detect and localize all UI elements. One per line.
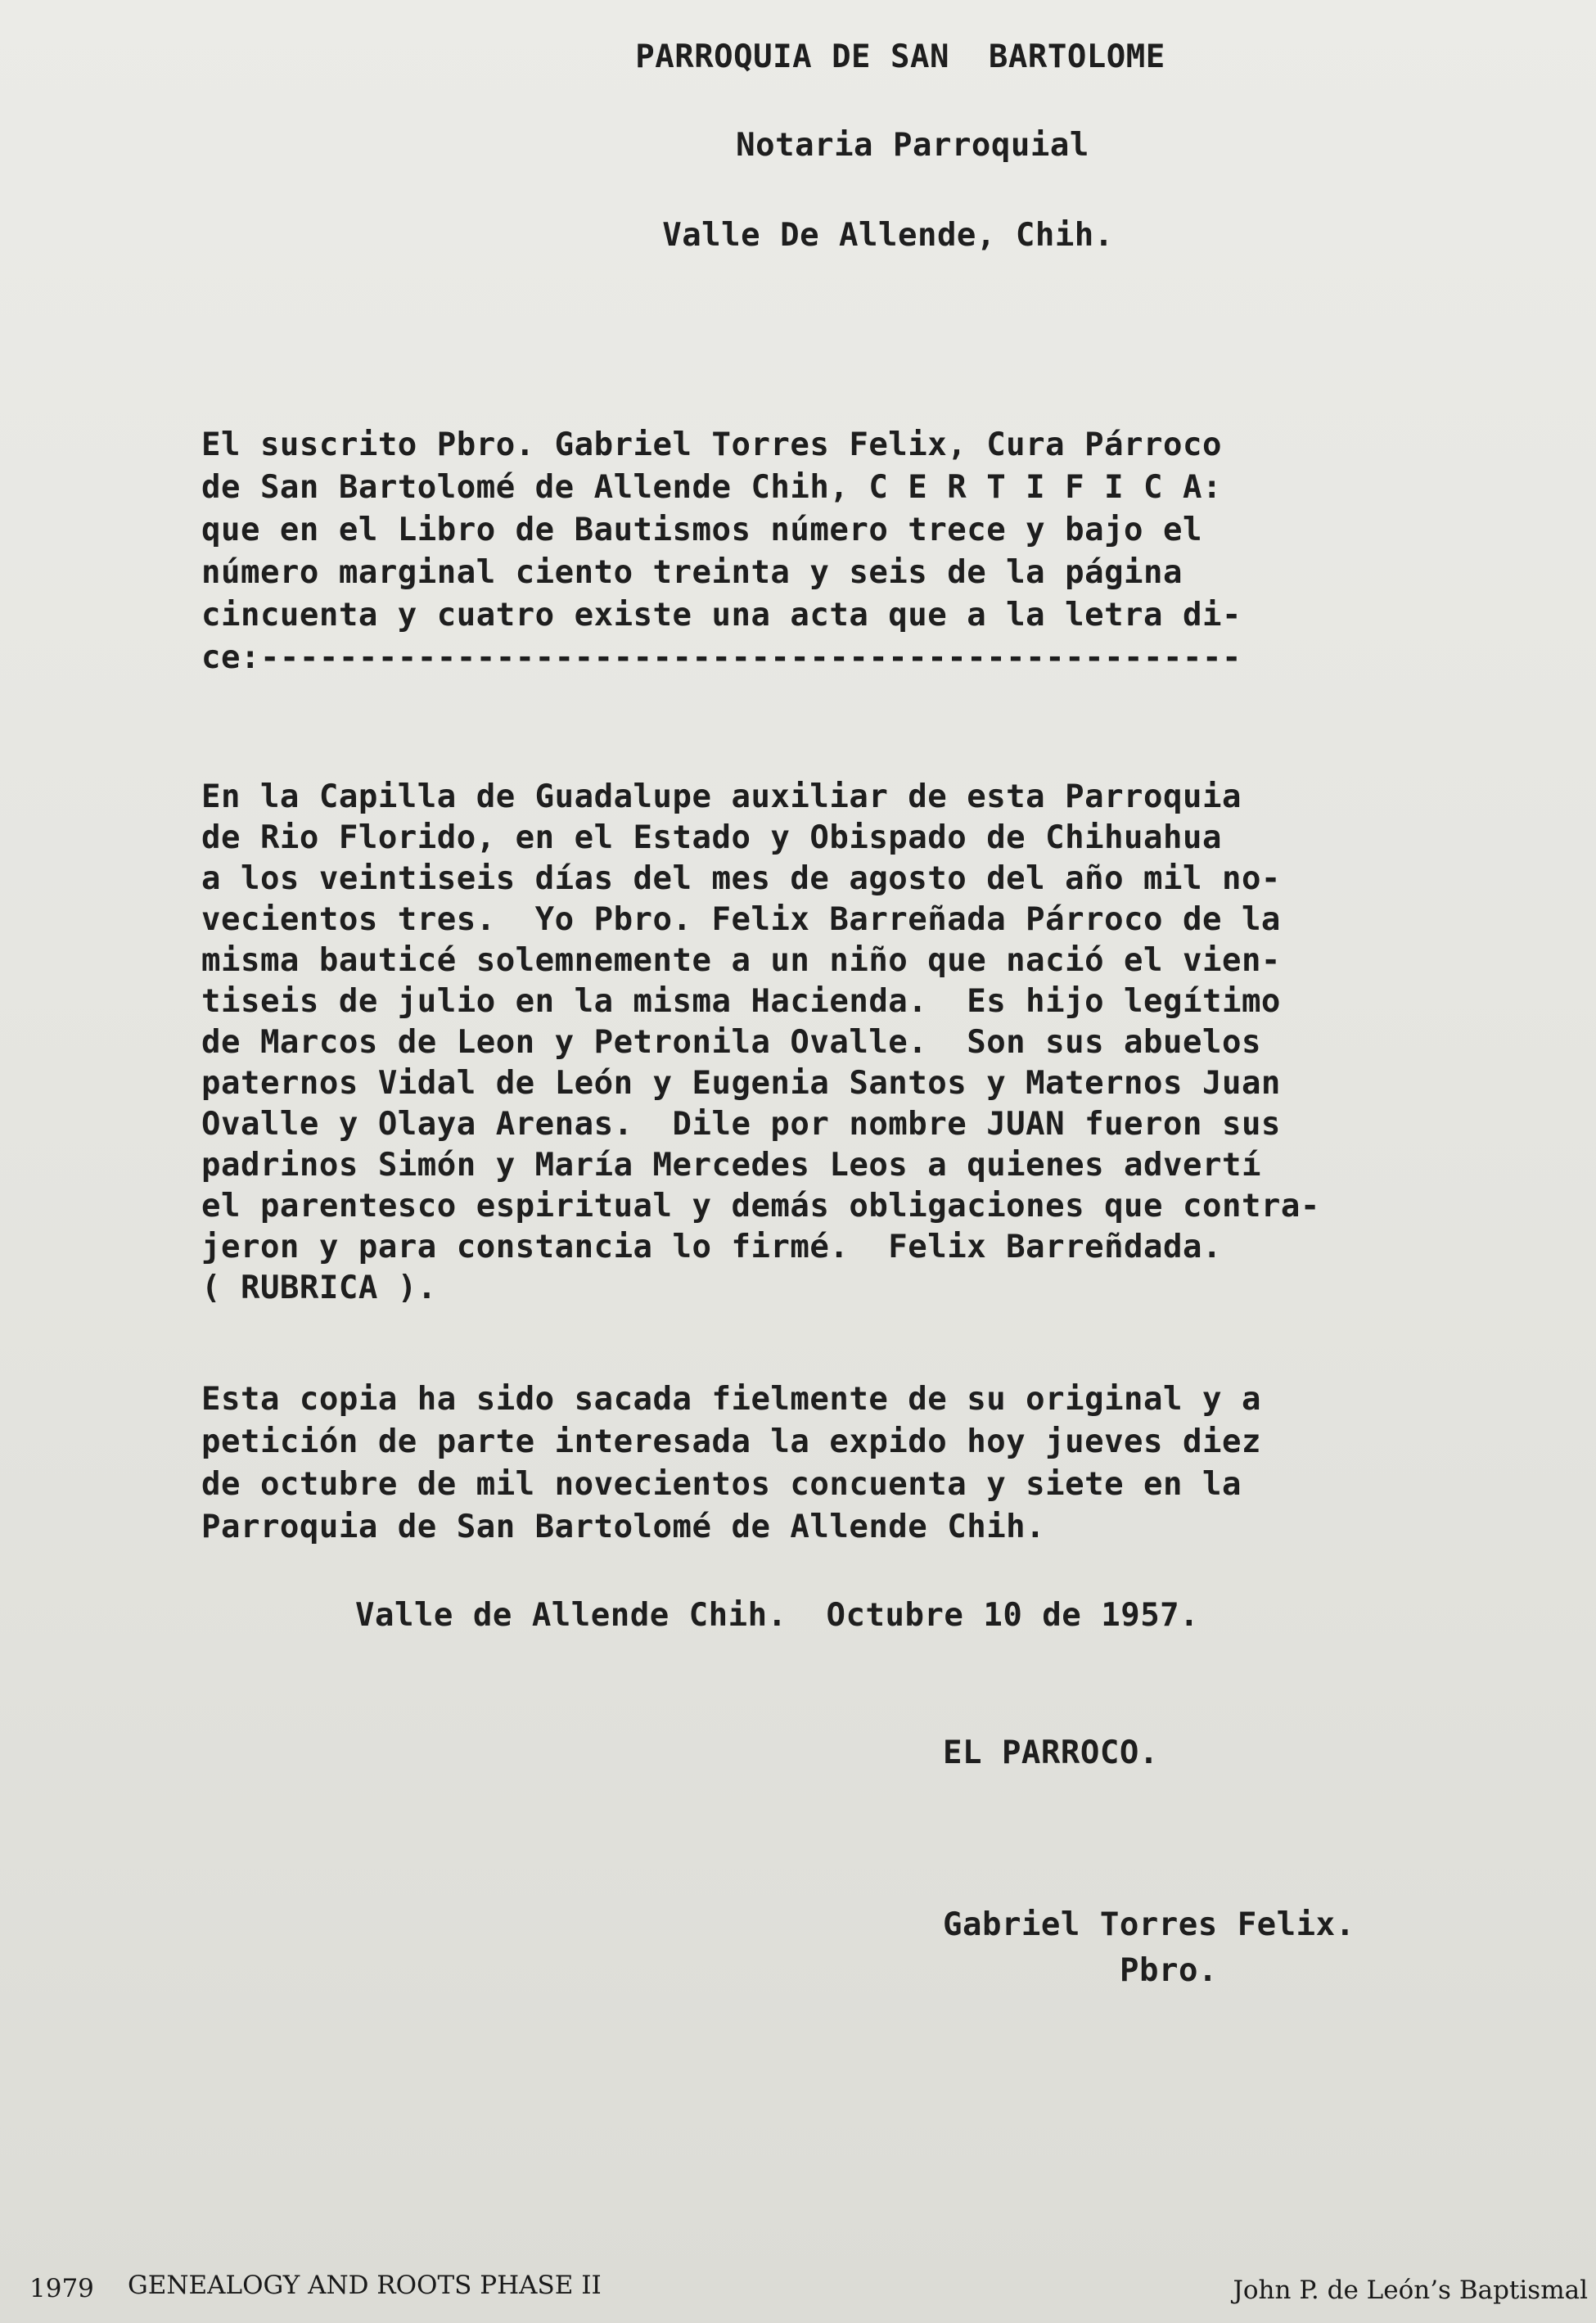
record-line: de Rio Florido, en el Estado y Obispado de Chihuahua	[201, 819, 1222, 856]
cert-line: El suscrito Pbro. Gabriel Torres Felix, Cura Párroco	[201, 426, 1222, 463]
record-line: el parentesco espiritual y demás obligaciones que contra-	[201, 1188, 1320, 1225]
record-line: padrinos Simón y María Mercedes Leos a quienes advertí	[201, 1147, 1261, 1184]
issuance-line: de octubre de mil novecientos concuenta y siete en la	[201, 1466, 1242, 1503]
record-line: vecientos tres. Yo Pbro. Felix Barreñada Párroco de la	[201, 901, 1281, 938]
record-line: jeron y para constancia lo firmé. Felix Barreñdada.	[201, 1229, 1222, 1265]
issuance-line: Parroquia de San Bartolomé de Allende Chih.	[201, 1509, 1046, 1545]
footer-caption: John P. de León’s Baptismal	[1233, 2276, 1588, 2305]
notary-office: Notaria Parroquial	[736, 127, 1089, 164]
signature-title: EL PARROCO.	[943, 1734, 1159, 1771]
cert-line: ce:--------------------------------------------------	[201, 639, 1242, 676]
record-line: a los veintiseis días del mes de agosto del año mil no-	[201, 860, 1281, 897]
record-line: En la Capilla de Guadalupe auxiliar de esta Parroquia	[201, 778, 1242, 815]
footer-book-title: GENEALOGY AND ROOTS PHASE II	[128, 2271, 602, 2300]
issuance-line: petición de parte interesada la expido hoy jueves diez	[201, 1423, 1261, 1460]
signature-name: Gabriel Torres Felix.	[943, 1906, 1355, 1943]
header-place: Valle De Allende, Chih.	[662, 217, 1114, 254]
cert-line: número marginal ciento treinta y seis de la página	[201, 554, 1183, 591]
record-line: paternos Vidal de León y Eugenia Santos y Maternos Juan	[201, 1065, 1281, 1102]
record-line: de Marcos de Leon y Petronila Ovalle. Son sus abuelos	[201, 1024, 1261, 1061]
date-line: Valle de Allende Chih. Octubre 10 de 1957.	[355, 1597, 1200, 1634]
record-line: Ovalle y Olaya Arenas. Dile por nombre JUAN fueron sus	[201, 1106, 1281, 1143]
signature-rank: Pbro.	[1120, 1952, 1218, 1989]
record-line: misma bauticé solemnemente a un niño que nació el vien-	[201, 942, 1281, 979]
cert-line: que en el Libro de Bautismos número trece y bajo el	[201, 512, 1202, 548]
record-line: ( RUBRICA ).	[201, 1270, 437, 1306]
issuance-line: Esta copia ha sido sacada fielmente de su original y a	[201, 1381, 1261, 1418]
record-line: tiseis de julio en la misma Hacienda. Es hijo legítimo	[201, 983, 1281, 1020]
cert-line: cincuenta y cuatro existe una acta que a la letra di-	[201, 597, 1242, 634]
parish-title: PARROQUIA DE SAN BARTOLOME	[635, 38, 1165, 75]
cert-line: de San Bartolomé de Allende Chih, C E R T I F I C A:	[201, 469, 1222, 506]
footer-year: 1979	[29, 2274, 94, 2303]
